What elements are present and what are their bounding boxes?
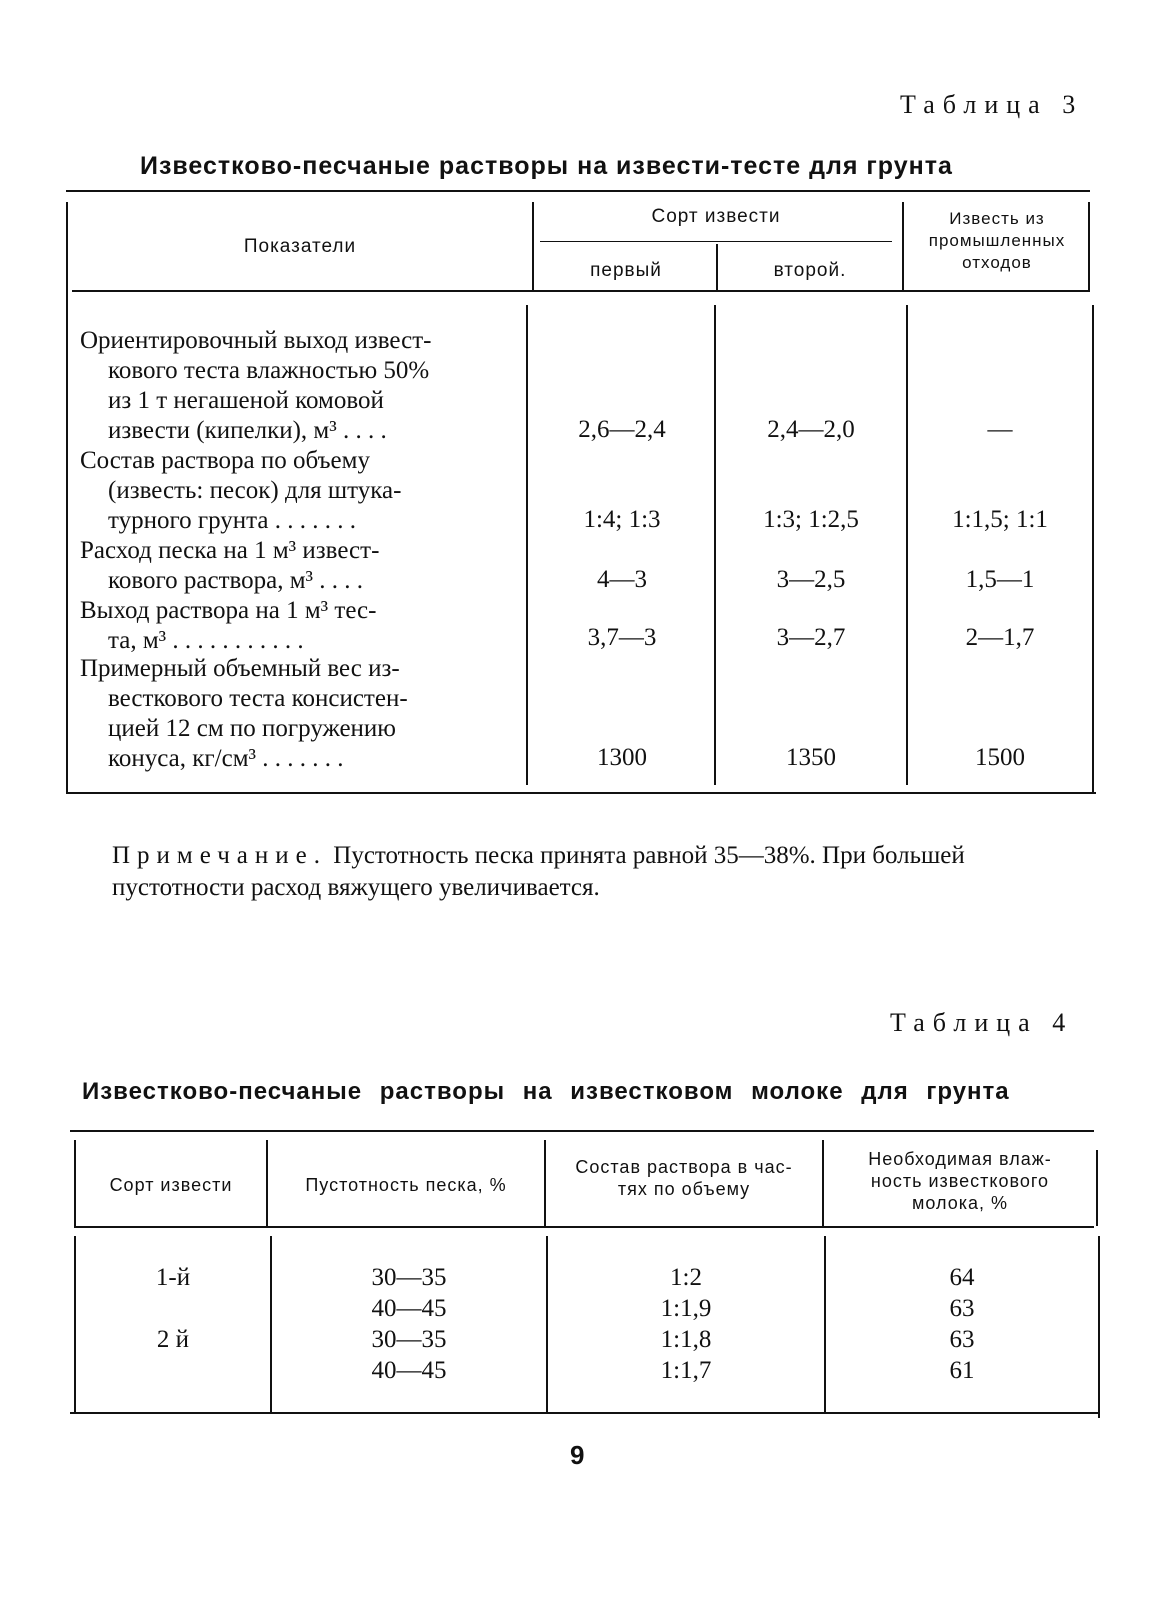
row4-label-line: Выход раствора на 1 м³ тес- [80,597,377,624]
row1-second: 2,4—2,0 [767,416,855,443]
t4-voidness-cell: 30—35 [371,1264,447,1291]
t4-moisture-cell: 64 [949,1264,975,1291]
row5-label-line: Примерный объемный вес из- [80,655,400,682]
header-first: первый [590,260,662,281]
table3-header-subrule [540,241,892,242]
row3-label-line: Расход песка на 1 м³ извест- [80,537,380,564]
row5-label-line: конуса, кг/см³ . . . . . . . [108,745,344,772]
t4-header-moisture [824,1148,1096,1214]
row2-first: 1:4; 1:3 [583,506,661,533]
header-lime-grade: Сорт извести [651,206,781,227]
table3-header-rule [72,290,1090,292]
table4-label: Таблица 4 [890,1008,1074,1037]
t4-header-moisture-line-3: молока, % [912,1193,1008,1213]
table4-top-rule [70,1130,1094,1132]
row4-first: 3,7—3 [587,624,657,651]
table4-bottom-rule [70,1412,1100,1414]
header-industrial-line-2: промышленных [928,231,1066,250]
t4-composition-cell: 1:1,8 [660,1326,712,1353]
note-label: Примечание. [112,842,328,869]
row1-label-line: из 1 т негашеной комовой [108,387,384,414]
t4-col-voidness [272,1262,546,1386]
table4-title: Известково-песчаные растворы на известковом молоке для грунта [82,1078,1010,1105]
row1-first: 2,6—2,4 [578,416,666,443]
header-industrial [904,208,1090,274]
row3-label-line: кового раствора, м³ . . . . [108,567,364,594]
row2-second: 1:3; 1:2,5 [763,506,859,533]
row3-second: 3—2,5 [776,566,846,593]
table3-header-divider-1 [532,202,534,290]
table3-bottom-rule [66,792,1096,794]
t4-moisture-cell: 63 [949,1295,975,1322]
row5-label-line: цией 12 см по погружению [108,715,396,742]
t4-header-composition-line-2: тях по объему [617,1179,751,1199]
row1-label-line: Ориентировочный выход извест- [80,327,432,354]
t4-composition-cell: 1:1,7 [660,1357,712,1384]
t4-header-composition-line-1: Состав раствора в час- [575,1157,793,1177]
t4-col-composition [548,1262,824,1386]
page-number: 9 [570,1440,585,1470]
t4-header-composition [546,1156,822,1200]
t4-col-grade [76,1262,270,1355]
row5-label [80,654,530,774]
row1-label-line: кового теста влажностью 50% [108,357,430,384]
t4-grade-1: 1-й [155,1264,191,1291]
row2-label-line: Состав раствора по объему [80,447,370,474]
row2-label [80,446,530,536]
header-industrial-line-3: отходов [962,253,1032,272]
table3-left-border [66,202,68,792]
row4-label-line: та, м³ . . . . . . . . . . . [108,627,304,654]
t4-composition-cell: 1:2 [670,1264,702,1291]
table3-top-rule [66,190,1090,192]
table3-body-divider-2 [714,305,716,785]
t4-header-grade: Сорт извести [109,1175,233,1195]
table3-label: Таблица 3 [900,90,1084,119]
t4-grade-2: 2 й [156,1326,190,1353]
t4-col-moisture [826,1262,1098,1386]
t4-header-moisture-line-1: Необходимая влаж- [868,1149,1052,1169]
table4-header-rule [74,1226,1094,1228]
header-industrial-line-1: Известь из [949,209,1045,228]
row3-first: 4—3 [597,566,647,593]
row3-industrial: 1,5—1 [965,566,1035,593]
t4-voidness-cell: 40—45 [371,1357,447,1384]
row1-industrial: — [987,416,1013,443]
t4-moisture-cell: 61 [949,1357,975,1384]
t4-voidness-cell: 30—35 [371,1326,447,1353]
header-second: второй. [773,260,847,281]
t4-voidness-cell: 40—45 [371,1295,447,1322]
table3-body-right-border [1092,305,1094,793]
t4-grade-spacer [76,1293,270,1324]
row2-industrial: 1:1,5; 1:1 [952,506,1048,533]
row5-label-line: весткового теста консистен- [108,685,408,712]
t4-moisture-cell: 63 [949,1326,975,1353]
table3-body-divider-3 [906,305,908,785]
t4-composition-cell: 1:1,9 [660,1295,712,1322]
note-text: Пустотность песка принята равной 35—38%. При большей пустотности расход вяжущего увеличивается. [112,842,965,901]
row1-label-line: извести (кипелки), м³ . . . . [108,417,387,444]
row2-label-line: турного грунта . . . . . . . [108,507,356,534]
row4-label [80,596,530,656]
table4-header-right-border [1096,1150,1098,1226]
row5-second: 1350 [786,744,836,771]
t4-header-voidness: Пустотность песка, % [305,1175,507,1195]
row5-industrial: 1500 [975,744,1025,771]
t4-header-moisture-line-2: ность известкового [870,1171,1050,1191]
row2-label-line: (известь: песок) для штука- [108,477,402,504]
row4-second: 3—2,7 [776,624,846,651]
table3-note [112,840,1102,904]
row3-label [80,536,530,596]
row4-industrial: 2—1,7 [965,624,1035,651]
table3-title: Известково-песчаные растворы на извести-тесте для грунта [140,152,953,180]
table4-body-right-border [1098,1236,1100,1418]
header-indicators: Показатели [243,236,357,257]
row1-label [80,326,530,446]
row5-first: 1300 [597,744,647,771]
